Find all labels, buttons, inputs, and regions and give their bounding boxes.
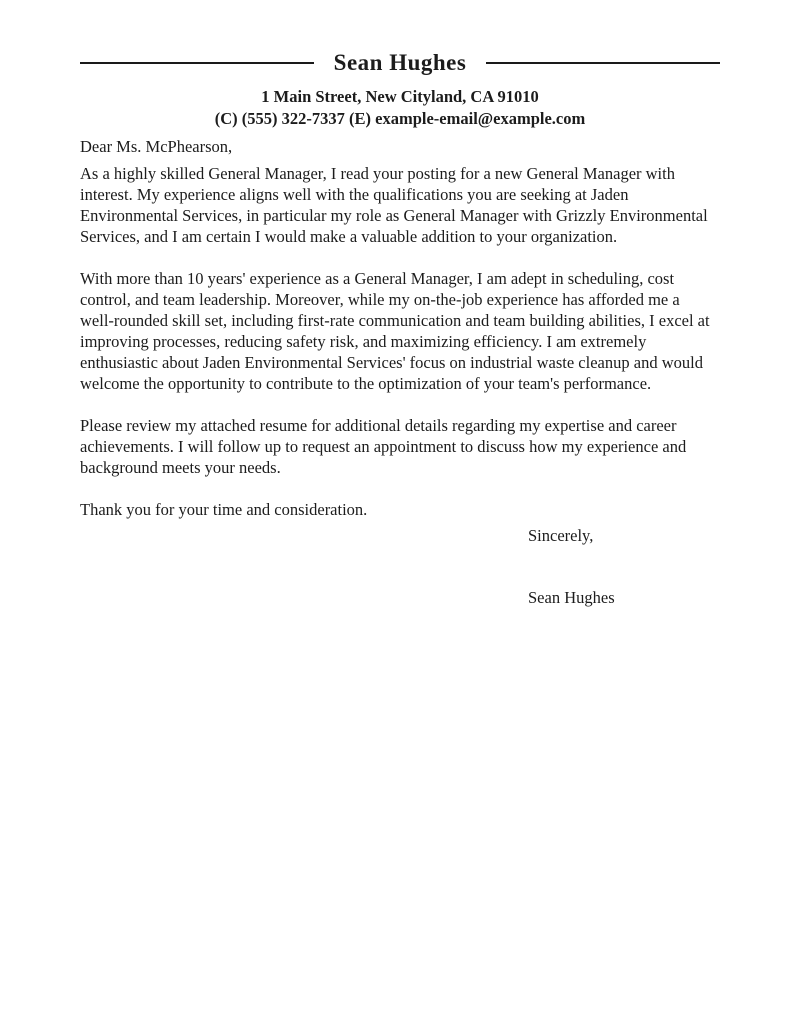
header-rule-left (80, 62, 314, 64)
thank-you-line: Thank you for your time and consideration. (80, 500, 368, 519)
address-line: 1 Main Street, New Cityland, CA 91010 (261, 87, 539, 106)
applicant-name: Sean Hughes (333, 50, 467, 75)
letter-body (80, 136, 715, 608)
letter-header (0, 50, 800, 128)
paragraph-experience: With more than 10 years' experience as a General Manager, I am adept in scheduling, cost control, and team leadership. Moreover, while my on-the-job experience has afforded me a well-rounded skill set, including first-rate communication and team building abilities, I excel at improving processes, reducing safety risk, and maximizing efficiency. I am extremely enthusiastic about Jaden Environmental Services' focus on industrial waste cleanup and would welcome the opportunity to contribute to the optimization of your team's performance. (80, 269, 710, 393)
signature-name: Sean Hughes (528, 588, 615, 607)
closing-block (80, 525, 715, 608)
name-row (80, 50, 720, 76)
salutation: Dear Ms. McPhearson, (80, 137, 233, 156)
paragraph-follow-up: Please review my attached resume for additional details regarding my expertise and career achievements. I will follow up to request an appointment to discuss how my experience and background meets your needs. (80, 416, 687, 477)
header-rule-right (486, 62, 720, 64)
contact-line: (C) (555) 322-7337 (E) example-email@example.com (214, 109, 586, 128)
paragraph-introduction: As a highly skilled General Manager, I read your posting for a new General Manager with interest. My experience aligns well with the qualifications you are seeking at Jaden Environmental Services, in particular my role as General Manager with Grizzly Environmental Services, and I am certain I would make a valuable addition to your organization. (80, 164, 708, 246)
valediction: Sincerely, (528, 526, 594, 545)
